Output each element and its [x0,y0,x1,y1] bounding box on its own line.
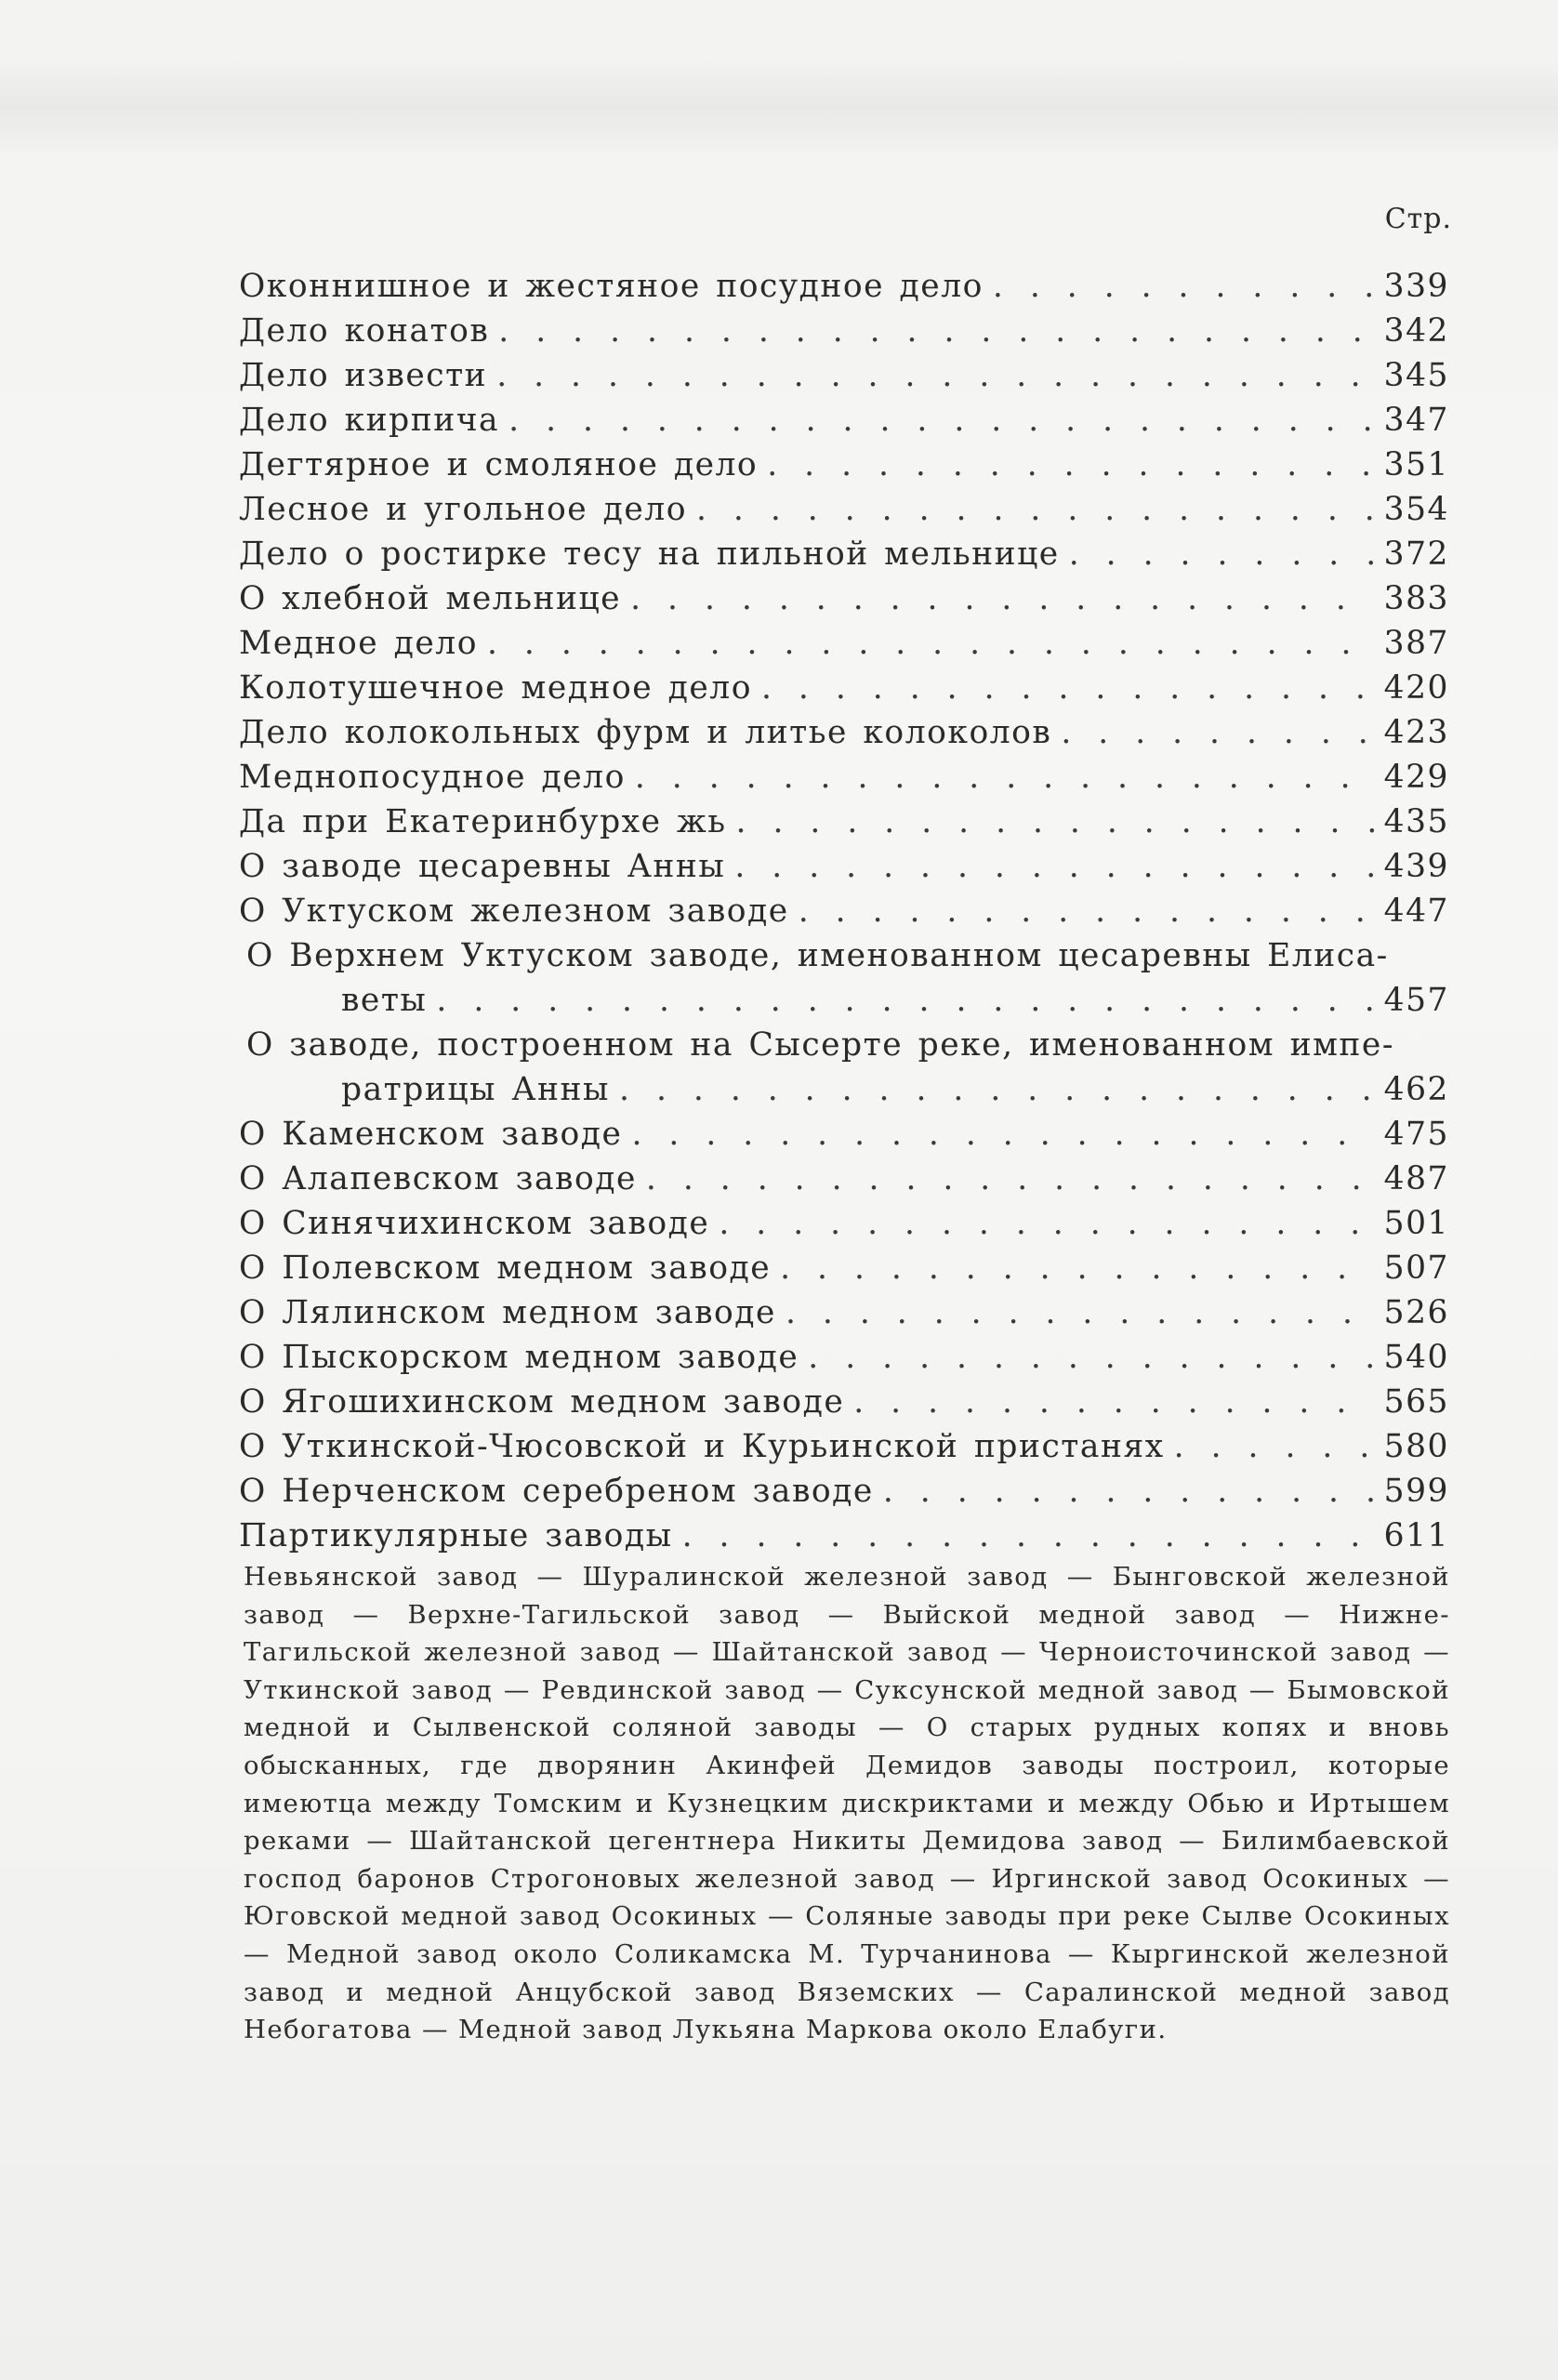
toc-entry-title: О Лялинском медном заводе [239,1294,776,1331]
toc-entry-title: Дело о ростирке тесу на пильной мельнице [239,536,1060,573]
toc-entry [239,398,1449,443]
dot-leader [1061,710,1374,755]
toc-entry-title-cont: ратрицы Анны [341,1071,611,1108]
toc-entry-page: 439 [1383,848,1449,885]
toc-entry-page: 487 [1383,1160,1449,1197]
dot-leader [436,978,1374,1023]
dot-leader [734,844,1374,889]
dot-leader [786,1290,1375,1335]
dot-leader [1174,1424,1375,1469]
toc-entry-page: 387 [1383,625,1449,662]
toc-entry [239,1246,1449,1290]
toc-entry-title: Меднопосудное дело [239,759,626,796]
toc-entry-page: 462 [1383,1071,1449,1108]
toc-entry-title: О хлебной мельнице [239,580,622,617]
toc-entry-title: О Полевском медном заводе [239,1250,772,1287]
toc-entry-title-cont: веты [341,982,428,1019]
toc-entry-page: 383 [1383,580,1449,617]
dot-leader [646,1157,1375,1201]
toc-entry [239,1290,1449,1335]
page-column-label: Стр. [1384,203,1452,235]
toc-entry [239,755,1449,800]
dot-leader [780,1246,1375,1290]
toc-entry-title: Да при Екатеринбурхе жь [239,803,727,840]
dot-leader [487,621,1375,666]
page-header [232,203,1452,240]
table-of-contents [239,264,1449,1558]
toc-entry-page: 611 [1383,1517,1449,1554]
dot-leader [993,264,1375,309]
toc-entry-title: Оконнишное и жестяное посудное дело [239,268,984,305]
toc-entry-title: О Синячихинском заводе [239,1205,710,1242]
dot-leader [631,1112,1374,1157]
toc-entry [239,264,1449,309]
toc-entry-page: 351 [1383,446,1449,483]
dot-leader [736,800,1375,844]
toc-entry-title: О Уктуском железном заводе [239,892,789,930]
toc-entry [239,487,1449,532]
toc-entry [239,933,1449,1023]
toc-entry [239,1201,1449,1246]
toc-entry-title: Дело колокольных фурм и литье колоколов [239,714,1052,751]
dot-leader [635,755,1375,800]
toc-entry-page: 457 [1383,982,1449,1019]
toc-entry-page: 540 [1383,1339,1449,1376]
paper-crease [0,56,1558,158]
dot-leader [767,443,1374,487]
toc-entry-page: 354 [1383,491,1449,528]
toc-entry-page: 339 [1383,268,1449,305]
summary-paragraph: Невьянской завод — Шуралинской железной завод — Бынговской железной завод — Верхне-Тагильской завод — Выйской медной завод — Нижне-Тагильской железной завод — Шайтанской завод — Черноисточинской завод — Уткинской завод — Ревдинской завод — Суксунской медной завод — Бымовской медной и Сылвенской соляной заводы — О старых рудных копях и вновь обысканных, где дворянин Акинфей Демидов заводы построил, которые имеютца между Томским и Кузнецким дискриктами и между Обью и Иртышем реками — Шайтанской цегентнера Никиты Демидова завод — Билимбаевской господ баронов Строгоновых железной завод — Иргинской завод Осокиных — Юговской медной завод Осокиных — Соляные заводы при реке Сылве Осокиных — Медной завод около Соликамска М. Турчанинова — Кыргинской железной завод и медной Анцубской завод Вяземских — Саралинской медной завод Небогатова — Медной завод Лукьяна Маркова около Елабуги. [244,1562,1450,2045]
toc-entry-page: 342 [1383,312,1449,350]
toc-entry-title: Колотушечное медное дело [239,669,752,707]
toc-entry [239,666,1449,710]
toc-entry [239,1335,1449,1380]
toc-entry [239,1023,1449,1112]
toc-entry-title: Дегтярное и смоляное дело [239,446,759,483]
toc-entry [239,309,1449,353]
dot-leader [883,1469,1375,1514]
dot-leader [696,487,1375,532]
toc-entry-page: 429 [1383,759,1449,796]
toc-entry-page: 423 [1383,714,1449,751]
toc-entry-page: 345 [1383,357,1449,394]
toc-entry-title: Лесное и угольное дело [239,491,687,528]
toc-entry-title: О Каменском заводе [239,1116,623,1153]
dot-leader [799,889,1375,933]
toc-entry [239,1157,1449,1201]
dot-leader [1069,532,1375,576]
toc-entry-title: О Нерченском серебреном заводе [239,1473,874,1510]
toc-entry-page: 501 [1383,1205,1449,1242]
toc-entry-title: О Уткинской-Чюсовской и Курьинской пристанях [239,1428,1165,1465]
toc-entry [239,1514,1449,1558]
toc-entry [239,576,1449,621]
toc-entry-continuation [239,1067,1449,1112]
toc-entry-page: 526 [1383,1294,1449,1331]
toc-entry [239,844,1449,889]
toc-entry-title: О Пыскорском медном заводе [239,1339,799,1376]
toc-entry-page: 447 [1383,892,1449,930]
toc-entry [239,353,1449,398]
dot-leader [761,666,1375,710]
toc-entry [239,1380,1449,1424]
toc-entry [239,710,1449,755]
toc-entry-title: Партикулярные заводы [239,1517,673,1554]
toc-entry-page: 475 [1383,1116,1449,1153]
toc-entry-title: О Ягошихинском медном заводе [239,1383,845,1421]
toc-entry [239,1469,1449,1514]
toc-entry-title: Дело кирпича [239,402,500,439]
toc-entry-page: 565 [1383,1383,1449,1421]
toc-entry-page: 580 [1383,1428,1449,1465]
toc-entry-title: Дело извести [239,357,488,394]
dot-leader [808,1335,1374,1380]
toc-entry [239,621,1449,666]
toc-entry [239,800,1449,844]
toc-entry-page: 347 [1383,402,1449,439]
dot-leader [630,576,1375,621]
toc-entry-page: 507 [1383,1250,1449,1287]
toc-entry-title: Медное дело [239,625,478,662]
dot-leader [853,1380,1374,1424]
toc-entry-title: О заводе цесаревны Анны [239,848,726,885]
toc-entry-continuation [239,978,1449,1023]
toc-entry-title: О Алапевском заводе [239,1160,637,1197]
toc-entry [239,443,1449,487]
toc-entry [239,889,1449,933]
toc-entry [239,1112,1449,1157]
toc-entry [239,532,1449,576]
dot-leader [719,1201,1374,1246]
toc-entry-title: О заводе, построенном на Сысерте реке, именованном импе- [246,1026,1394,1064]
toc-entry-page: 435 [1383,803,1449,840]
toc-entry [239,1424,1449,1469]
toc-entry-page: 372 [1383,536,1449,573]
dot-leader [619,1067,1375,1112]
toc-entry-title: О Верхнем Уктуском заводе, именованном цесаревны Елиса- [246,937,1389,974]
dot-leader [498,309,1374,353]
toc-entry-page: 599 [1383,1473,1449,1510]
dot-leader [508,398,1375,443]
dot-leader [496,353,1374,398]
toc-entry-page: 420 [1383,669,1449,707]
toc-entry-title: Дело конатов [239,312,490,350]
dot-leader [682,1514,1375,1558]
